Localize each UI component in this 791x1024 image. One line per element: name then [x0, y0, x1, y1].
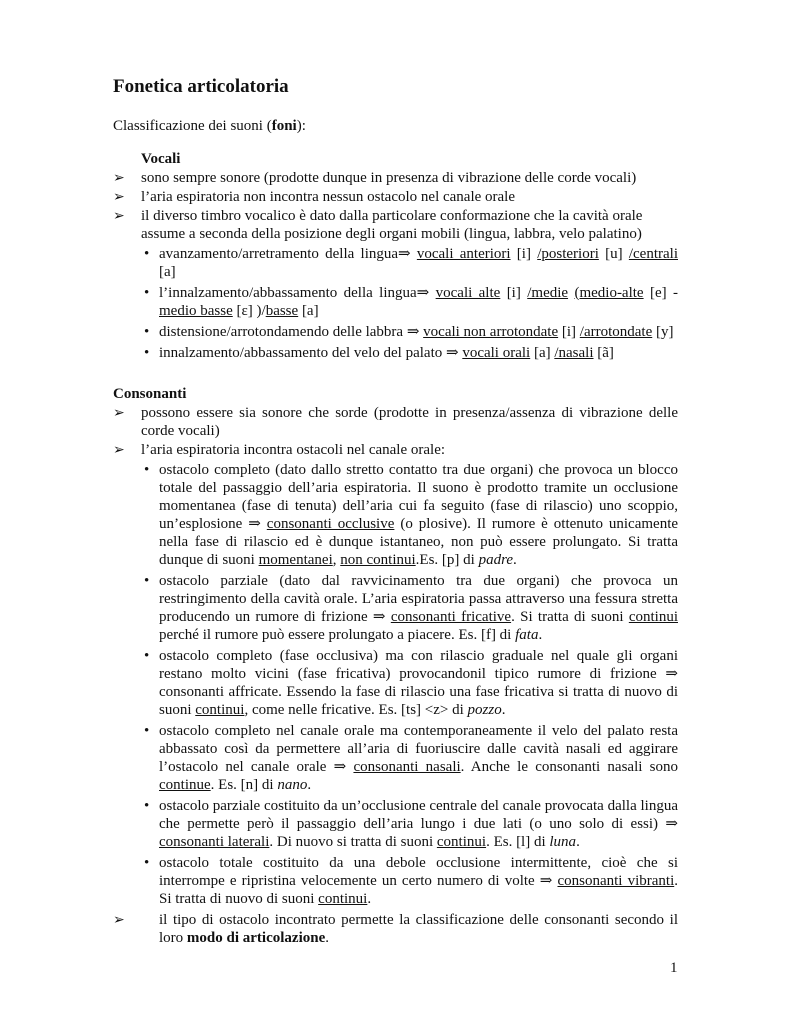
text-run: continue [159, 777, 211, 793]
text-run: [a] [530, 345, 555, 361]
text-run: consonanti fricative [390, 609, 512, 625]
vocali-item-text: il diverso timbro vocalico è dato dalla particolare conformazione che la cavità orale assume a seconda della posizione degli organi mobili (lingua, labbra, velo palatino) [141, 208, 643, 242]
text-run: continui [318, 891, 368, 907]
text-run: consonanti laterali [159, 834, 270, 850]
text-run: . [538, 627, 543, 643]
text-run: pozzo [467, 702, 502, 718]
text-run: . [513, 552, 517, 568]
bullet-dot-icon: • [144, 573, 150, 589]
consonanti-item-text: l’aria espiratoria incontra ostacoli nel canale orale: [141, 442, 446, 458]
consonanti-item-text: possono essere sia sonore che sorde (prodotte in presenza/assenza di vibrazione delle corde vocali) [141, 405, 678, 439]
consonanti-bullet [141, 461, 678, 569]
text-run: perché il rumore può essere prolungato a piacere. Es. [f] di [159, 627, 516, 643]
text-run: /nasali [554, 345, 594, 361]
text-run: [a] [298, 303, 319, 319]
text-run: .Es. [p] di [415, 552, 479, 568]
text-run: (medio-alte [574, 285, 644, 301]
text-run: [ɛ] )/ [232, 303, 266, 319]
bullet-dot-icon: • [144, 285, 150, 301]
text-run: ostacolo completo nel canale orale ma contemporaneamente il velo del palato resta abbassato così da permettere all’aria di fuoriuscire dalle cavità nasali ed aggirare l’ostacolo nel canale orale ⇒ [159, 723, 678, 775]
vocali-bullet [141, 284, 678, 320]
text-run: avanzamento/arretramento della lingua⇒ [159, 246, 417, 262]
text-run: l’innalzamento/abbassamento della lingua⇒ [159, 285, 436, 301]
text-run: ostacolo parziale (dato dal ravvicinamento tra due organi) che provoca un restringimento della cavità orale. L’aria espiratoria passa attraverso una fessura stretta producendo un rumore di frizione ⇒ [159, 573, 678, 625]
text-run: consonanti occlusive [266, 516, 395, 532]
text-run: [y] [652, 324, 674, 340]
consonanti-list [113, 404, 678, 947]
vocali-bullet [141, 323, 678, 341]
text-run: . [325, 930, 329, 946]
text-run: , [332, 552, 341, 568]
classification-line [113, 117, 306, 135]
consonanti-bullet [141, 854, 678, 908]
vocali-bullet-text [159, 324, 674, 340]
page-number: 1 [670, 960, 678, 976]
consonanti-bullet-text [159, 855, 678, 907]
consonanti-item [113, 441, 678, 908]
text-run: ostacolo completo (dato dallo stretto contatto tra due organi) che provoca un blocco totale del passaggio dell’aria espiratoria. Il suono è prodotto tramite un occlusione momentanea (fase di tenuta) dell’aria cui fa seguito (fase di rilascio) uno scoppio, un’esplosione ⇒ [159, 462, 678, 532]
consonanti-item [113, 404, 678, 440]
arrow-bullet-icon: ➢ [113, 208, 125, 224]
consonanti-bullet-text [159, 462, 678, 568]
text-run: continui [436, 834, 487, 850]
text-run: /centrali [628, 246, 678, 262]
bullet-dot-icon: • [144, 324, 150, 340]
text-run: consonanti nasali [353, 759, 461, 775]
text-run: il tipo di ostacolo incontrato permette la classificazione delle consonanti secondo il loro [159, 912, 678, 946]
consonanti-bullet-text [159, 723, 678, 793]
text-run: /medie [527, 285, 569, 301]
text-run: padre [478, 552, 514, 568]
text-run: (o plosive). Il rumore è ottenuto unicamente nella fase di rilascio ed è dunque istantaneo, non può essere prolungato. Si tratta dunque di suoni [159, 516, 679, 568]
consonanti-bullets [141, 461, 678, 908]
text-run: fata [515, 627, 539, 643]
text-run: /posteriori [537, 246, 599, 262]
consonanti-last-item-text [159, 912, 678, 946]
text-run: . Di nuovo si tratta di suoni [269, 834, 437, 850]
text-run: consonanti vibranti [557, 873, 675, 889]
arrow-bullet-icon: ➢ [113, 189, 125, 205]
text-run: . Si tratta di suoni [511, 609, 629, 625]
bullet-dot-icon: • [144, 723, 150, 739]
bullet-dot-icon: • [144, 345, 150, 361]
consonanti-bullet-text [159, 798, 678, 850]
text-run: continui [195, 702, 245, 718]
consonanti-bullet-text [159, 573, 678, 643]
text-run: non continui [340, 552, 416, 568]
arrow-bullet-icon: ➢ [113, 405, 125, 421]
text-run: /arrotondate [579, 324, 653, 340]
vocali-list [113, 169, 678, 362]
text-run: . [367, 891, 372, 907]
vocali-bullet [141, 344, 678, 362]
vocali-bullet-text [159, 246, 678, 280]
vocali-item [113, 188, 678, 206]
text-run: . [307, 777, 312, 793]
text-run: continui [628, 609, 678, 625]
text-run: medio basse [159, 303, 233, 319]
text-run: . Es. [n] di [210, 777, 278, 793]
vocali-bullet-text [159, 345, 614, 361]
bullet-dot-icon: • [144, 855, 150, 871]
vocali-item-text: l’aria espiratoria non incontra nessun ostacolo nel canale orale [141, 189, 516, 205]
text-run: [i] [510, 246, 538, 262]
text-run: . [501, 702, 506, 718]
text-run: . Si tratta di nuovo di suoni [159, 873, 678, 907]
text-run: nano [277, 777, 308, 793]
vocali-bullet [141, 245, 678, 281]
vocali-bullets [141, 245, 678, 362]
vocali-item [113, 207, 678, 362]
text-run: [e] - [643, 285, 678, 301]
consonanti-bullet [141, 572, 678, 644]
text-run: vocali alte [435, 285, 501, 301]
content-body [113, 150, 678, 948]
text-run: ostacolo completo (fase occlusiva) ma con rilascio graduale nel quale gli organi restano molto vicini (fase fricativa) provocandonil tipico rumore di frizione ⇒ consonanti affricate. Essendo la fase di rilascio una fase fricativa si tratta di nuovo di suoni [159, 648, 678, 718]
arrow-bullet-icon: ➢ [113, 912, 125, 928]
document-title: Fonetica articolatoria [113, 76, 289, 97]
bullet-dot-icon: • [144, 798, 150, 814]
text-run: momentanei [258, 552, 333, 568]
arrow-bullet-icon: ➢ [113, 442, 125, 458]
text-run: basse [265, 303, 299, 319]
text-run: distensione/arrotondamendo delle labbra ⇒ [159, 324, 424, 340]
consonanti-bullet [141, 797, 678, 851]
classification-bold-term: foni [271, 118, 297, 134]
vocali-heading: Vocali [141, 151, 181, 167]
text-run: vocali orali [462, 345, 531, 361]
bullet-dot-icon: • [144, 246, 150, 262]
text-run: ostacolo totale costituito da una debole occlusione intermittente, cioè che si interrompe e ripristina velocemente un certo numero di volte ⇒ [159, 855, 678, 889]
text-run: vocali non arrotondate [423, 324, 559, 340]
consonanti-bullet-text [159, 648, 678, 718]
text-run: , come nelle fricative. Es. [ts] <z> di [244, 702, 468, 718]
consonanti-bullet [141, 722, 678, 794]
classification-suffix: ): [296, 118, 306, 134]
text-run: [ã] [593, 345, 614, 361]
consonanti-last-item [113, 911, 678, 947]
bullet-dot-icon: • [144, 462, 150, 478]
vocali-bullet-text [159, 285, 678, 319]
vocali-item [113, 169, 678, 187]
text-run: modo di articolazione [186, 930, 326, 946]
text-run: [a] [159, 264, 176, 280]
text-run: luna [549, 834, 577, 850]
consonanti-bullet [141, 647, 678, 719]
classification-prefix: Classificazione dei suoni ( [113, 118, 272, 134]
text-run: [u] [598, 246, 629, 262]
text-run: ostacolo parziale costituito da un’occlusione centrale del canale provocata dalla lingua che permette però il passaggio dell’aria lungo i due lati (o uno solo di essi) ⇒ [159, 798, 678, 832]
text-run: . [576, 834, 580, 850]
text-run: [i] [500, 285, 528, 301]
text-run: innalzamento/abbassamento del velo del palato ⇒ [159, 345, 463, 361]
consonanti-heading: Consonanti [113, 386, 187, 402]
bullet-dot-icon: • [144, 648, 150, 664]
vocali-item-text: sono sempre sonore (prodotte dunque in presenza di vibrazione delle corde vocali) [141, 170, 637, 186]
text-run: vocali anteriori [416, 246, 511, 262]
arrow-bullet-icon: ➢ [113, 170, 125, 186]
text-run: . Anche le consonanti nasali sono [460, 759, 678, 775]
text-run: [i] [558, 324, 580, 340]
text-run: . Es. [l] di [486, 834, 550, 850]
